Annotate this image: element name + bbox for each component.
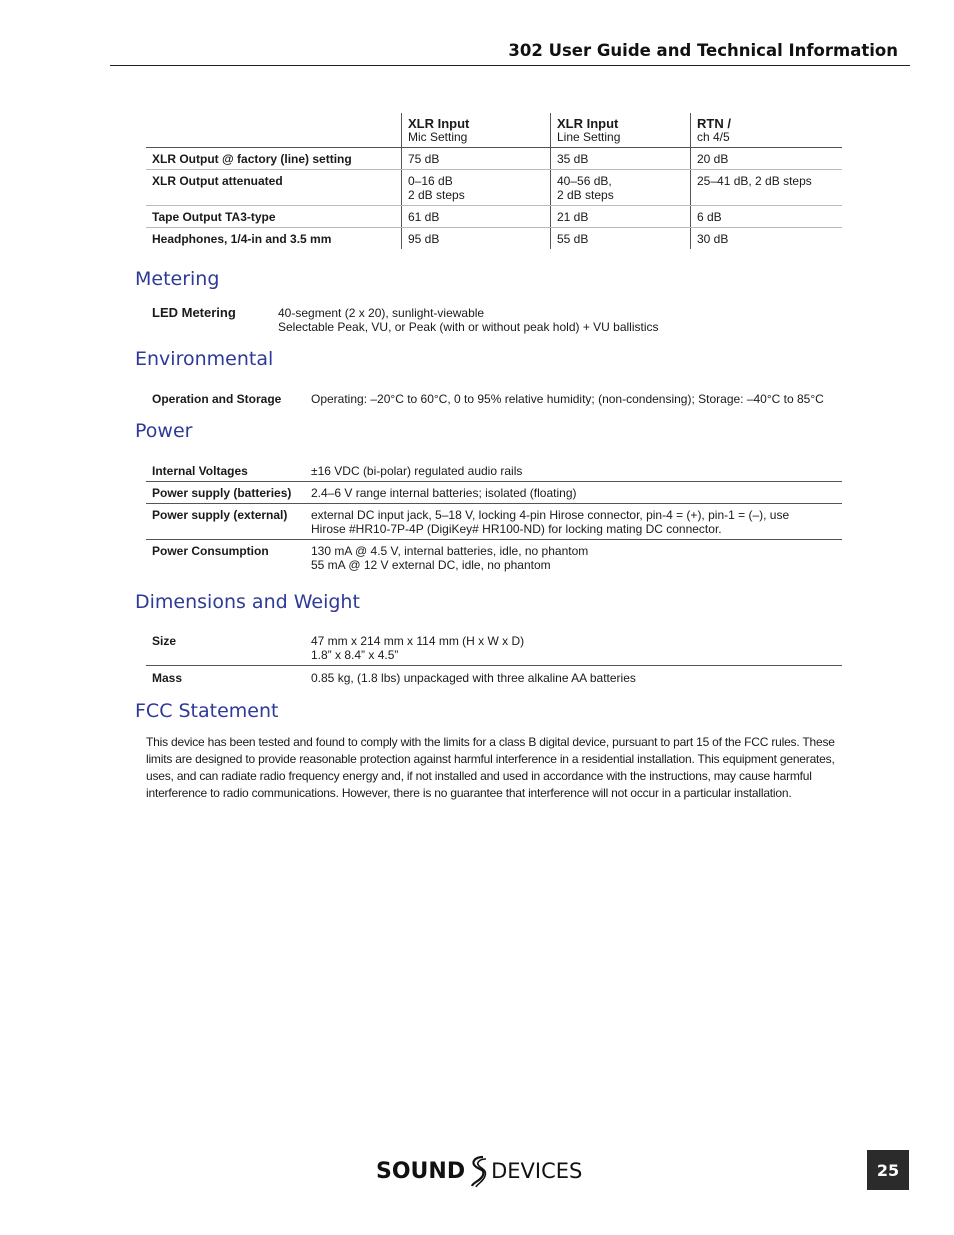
environmental-table (146, 388, 842, 409)
row-value: 0.85 kg, (1.8 lbs) unpackaged with three alkaline AA batteries (311, 671, 636, 685)
row-label: XLR Output @ factory (line) setting (146, 148, 402, 170)
column-title: RTN / (697, 116, 731, 131)
row-value: Operating: –20°C to 60°C, 0 to 95% relative humidity; (non-condensing); Storage: –40°C to 85°C (311, 392, 824, 406)
fcc-statement-text: This device has been tested and found to comply with the limits for a class B digital device, pursuant to part 15 of the FCC rules. These limits are designed to provide reasonable protection against harmful interference in a residential installation. This equipment generates, uses, and can radiate radio frequency energy and, if not installed and used in accordance with the instructions, may cause harmful interference to radio communications. However, there is no guarantee that interference will not occur in a particular installation. (146, 735, 835, 800)
table-cell: 40–56 dB, 2 dB steps (551, 170, 691, 206)
swirl-logo-icon (467, 1154, 489, 1188)
power-table (146, 460, 842, 575)
gain-table-corner (146, 113, 402, 148)
table-cell: 61 dB (402, 206, 551, 228)
table-row (146, 504, 842, 540)
column-header (551, 113, 691, 148)
row-label: Power supply (batteries) (146, 482, 305, 504)
table-row (146, 666, 842, 689)
table-cell: 21 dB (551, 206, 691, 228)
gain-table (146, 113, 842, 249)
row-label: Mass (152, 671, 183, 685)
row-value: 47 mm x 214 mm x 114 mm (H x W x D) 1.8” x 8.4” x 4.5” (305, 630, 842, 666)
metering-heading: Metering (135, 268, 220, 290)
table-row (146, 302, 842, 337)
table-row (146, 482, 842, 504)
table-row (146, 460, 842, 482)
dimensions-table (146, 630, 842, 688)
table-row (146, 170, 842, 206)
row-label: XLR Output attenuated (146, 170, 402, 206)
table-cell: 35 dB (551, 148, 691, 170)
fcc-heading: FCC Statement (135, 700, 279, 722)
table-cell: 20 dB (691, 148, 843, 170)
column-header (691, 113, 843, 148)
table-cell: 0–16 dB 2 dB steps (402, 170, 551, 206)
table-cell: 55 dB (551, 228, 691, 250)
column-subtitle: ch 4/5 (697, 130, 730, 144)
logo-wordmark-sound: SOUND (376, 1158, 466, 1184)
row-label: Size (146, 630, 305, 666)
row-label: Internal Voltages (146, 460, 305, 482)
column-title: XLR Input (557, 116, 619, 131)
dimensions-heading: Dimensions and Weight (135, 591, 360, 613)
sound-devices-logo (376, 1154, 582, 1188)
row-value: external DC input jack, 5–18 V, locking 4-pin Hirose connector, pin-4 = (+), pin-1 = (–), use Hirose #HR10-7P-4P (DigiKey# HR100-ND) for locking mating DC connector. (305, 504, 842, 540)
table-cell: 25–41 dB, 2 dB steps (691, 170, 843, 206)
row-label: Headphones, 1/4-in and 3.5 mm (152, 232, 332, 246)
column-subtitle: Line Setting (557, 130, 621, 144)
logo-wordmark-devices: DEVICES (491, 1159, 583, 1183)
table-row (146, 540, 842, 576)
table-cell: 6 dB (691, 206, 843, 228)
metering-table (146, 302, 842, 337)
header-rule (110, 65, 910, 66)
row-value: ±16 VDC (bi-polar) regulated audio rails (305, 460, 842, 482)
column-header (402, 113, 551, 148)
table-row (146, 148, 842, 170)
row-value: 40-segment (2 x 20), sunlight-viewable Selectable Peak, VU, or Peak (with or without peak hold) + VU ballistics (278, 306, 659, 334)
environmental-heading: Environmental (135, 348, 274, 370)
table-cell: 95 dB (402, 228, 551, 250)
table-cell: 75 dB (402, 148, 551, 170)
row-value: 130 mA @ 4.5 V, internal batteries, idle, no phantom 55 mA @ 12 V external DC, idle, no phantom (311, 544, 589, 572)
table-row (146, 630, 842, 666)
column-subtitle: Mic Setting (408, 130, 468, 144)
row-value: 2.4–6 V range internal batteries; isolated (floating) (305, 482, 842, 504)
column-title: XLR Input (408, 116, 470, 131)
table-row (146, 206, 842, 228)
page-header-title: 302 User Guide and Technical Information (508, 41, 898, 60)
row-label: Tape Output TA3-type (146, 206, 402, 228)
table-row (146, 228, 842, 250)
row-label: Power Consumption (152, 544, 269, 558)
page-number: 25 (867, 1150, 909, 1190)
row-label: Operation and Storage (152, 392, 282, 406)
table-row (146, 388, 842, 409)
power-heading: Power (135, 420, 193, 442)
table-cell: 30 dB (691, 228, 843, 250)
gain-table-header (146, 113, 842, 148)
row-label: Power supply (external) (146, 504, 305, 540)
row-label: LED Metering (152, 305, 236, 320)
